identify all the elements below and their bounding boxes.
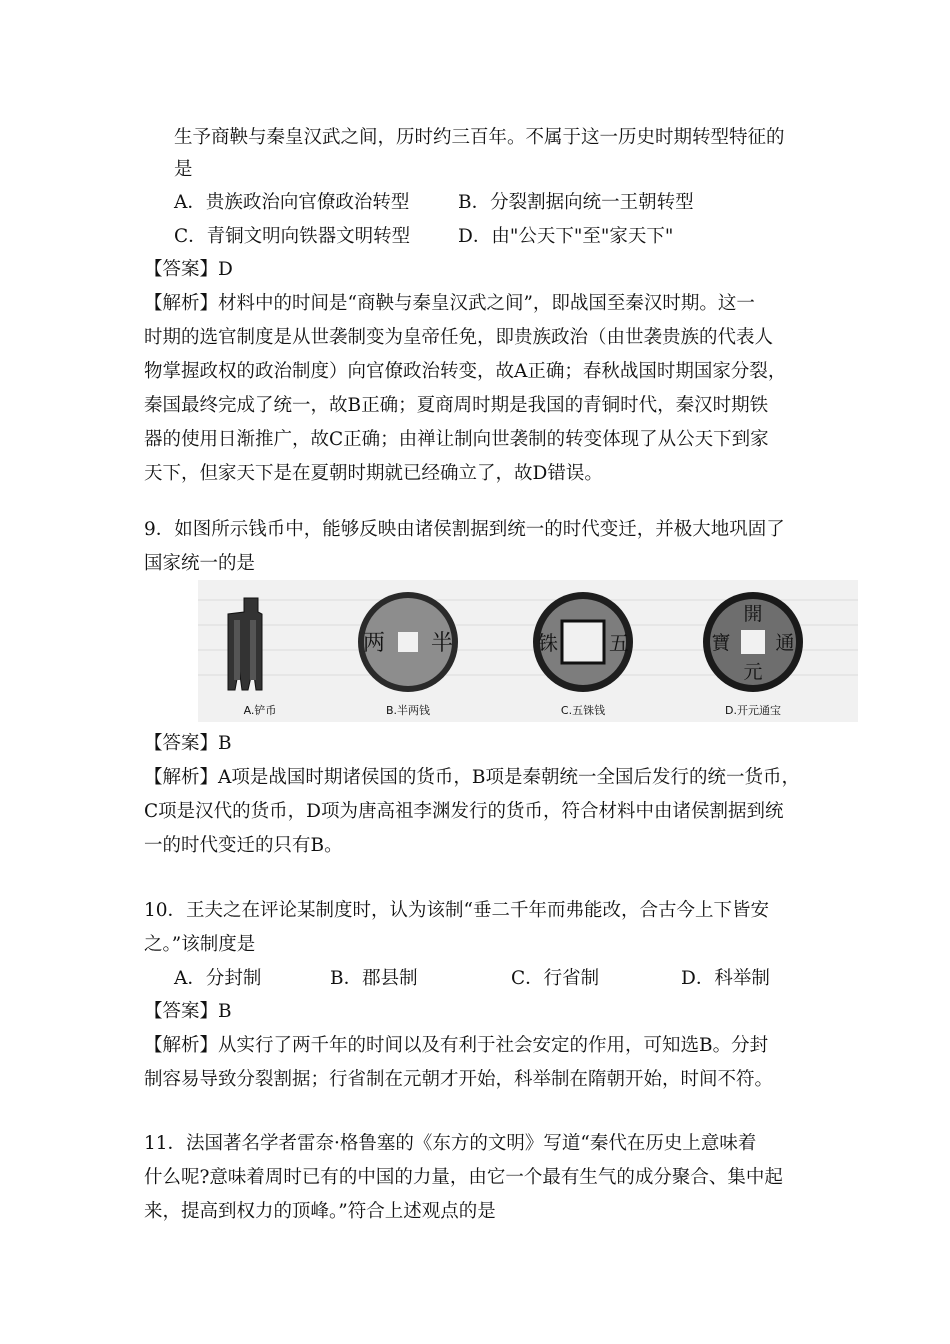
coin-glyph: 通 xyxy=(775,632,795,654)
q9-answer: 【答案】B xyxy=(144,733,232,754)
q9-stem-line-1: 9．如图所示钱币中，能够反映由诸侯割据到统一的时代变迁，并极大地巩固了 xyxy=(144,519,785,540)
q9-stem-line-2: 国家统一的是 xyxy=(144,553,256,574)
q8-answer: 【答案】D xyxy=(144,259,233,280)
q11-stem-line-1: 11．法国著名学者雷奈·格鲁塞的《东方的文明》写道“秦代在历史上意味着 xyxy=(144,1133,757,1154)
q10-option-b: B．郡县制 xyxy=(330,968,418,989)
coin-caption-a: A.铲币 xyxy=(243,704,277,717)
wu-zhu-coin-image xyxy=(533,592,633,692)
coin-glyph: 铢 xyxy=(538,631,558,655)
coin-glyph: 元 xyxy=(743,661,763,683)
q8-stem-line-1: 生予商鞅与秦皇汉武之间，历时约三百年。不属于这一历史时期转型特征的 xyxy=(174,127,785,148)
ban-liang-coin-image xyxy=(358,592,458,692)
coin-caption-c: C.五铢钱 xyxy=(560,704,606,717)
q8-analysis-line: 秦国最终完成了统一，故B正确；夏商周时期是我国的青铜时代，秦汉时期铁 xyxy=(144,395,769,416)
q9-analysis-line: 【解析】A项是战国时期诸侯国的货币，B项是秦朝统一全国后发行的统一货币， xyxy=(144,767,800,788)
q10-option-d: D．科举制 xyxy=(681,968,770,989)
q8-option-a: A．贵族政治向官僚政治转型 xyxy=(174,192,410,213)
q8-analysis-line: 物掌握政权的政治制度）向官僚政治转变，故A正确；春秋战国时期国家分裂， xyxy=(144,361,787,382)
q10-stem-line-1: 10．王夫之在评论某制度时，认为该制“垂二千年而弗能改，合古今上下皆安 xyxy=(144,900,770,921)
spade-coin-image xyxy=(228,598,262,690)
q8-option-d: D．由"公天下"至"家天下" xyxy=(458,226,674,247)
q11-stem-line-2: 什么呢?意味着周时已有的中国的力量，由它一个最有生气的成分聚合、集中起 xyxy=(144,1167,783,1188)
coins-figure xyxy=(198,580,858,722)
q10-analysis-line: 【解析】从实行了两千年的时间以及有利于社会安定的作用，可知选B。分封 xyxy=(144,1035,769,1056)
q8-analysis-line: 时期的选官制度是从世袭制变为皇帝任免，即贵族政治（由世袭贵族的代表人 xyxy=(144,327,774,348)
coin-glyph: 寶 xyxy=(711,632,731,654)
q8-option-c: C．青铜文明向铁器文明转型 xyxy=(174,226,411,247)
coin-caption-d: D.开元通宝 xyxy=(725,704,781,717)
coin-glyph: 五 xyxy=(609,631,629,655)
q10-option-a: A．分封制 xyxy=(174,968,262,989)
q10-stem-line-2: 之。”该制度是 xyxy=(144,934,256,955)
q11-stem-line-3: 来，提高到权力的顶峰。”符合上述观点的是 xyxy=(144,1201,496,1222)
q8-analysis-line: 天下，但家天下是在夏朝时期就已经确立了，故D错误。 xyxy=(144,463,603,484)
coin-glyph: 開 xyxy=(743,603,763,625)
q9-analysis-line: C项是汉代的货币，D项为唐高祖李渊发行的货币，符合材料中由诸侯割据到统 xyxy=(144,801,784,822)
coin-glyph: 半 xyxy=(430,631,454,656)
q8-analysis-line: 【解析】材料中的时间是“商鞅与秦皇汉武之间”，即战国至秦汉时期。这一 xyxy=(144,293,755,314)
q9-analysis-line: 一的时代变迁的只有B。 xyxy=(144,835,343,856)
coin-caption-b: B.半两钱 xyxy=(385,704,431,717)
coin-glyph: 两 xyxy=(362,631,386,656)
q8-analysis-line: 器的使用日渐推广，故C正确；由禅让制向世袭制的转变体现了从公天下到家 xyxy=(144,429,769,450)
q10-option-c: C．行省制 xyxy=(511,968,600,989)
q10-answer: 【答案】B xyxy=(144,1001,232,1022)
q8-stem-line-2: 是 xyxy=(174,159,193,180)
q8-option-b: B．分裂割据向统一王朝转型 xyxy=(458,192,694,213)
kai-yuan-tong-bao-coin-image xyxy=(703,592,803,692)
q10-analysis-line: 制容易导致分裂割据；行省制在元朝才开始，科举制在隋朝开始，时间不符。 xyxy=(144,1069,774,1090)
